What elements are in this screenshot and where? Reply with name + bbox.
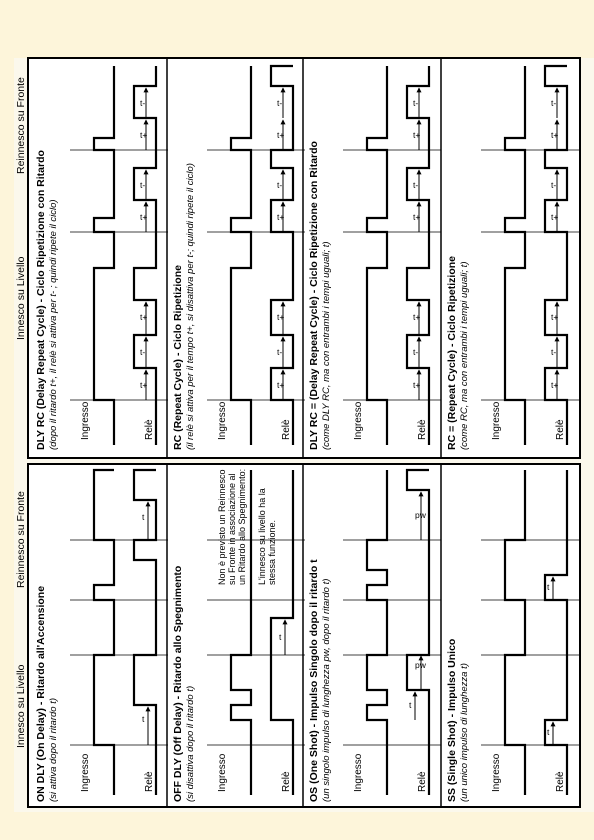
section-subtitle: (si attiva dopo il ritardo t) [48, 697, 59, 802]
delay-label: t [142, 512, 145, 522]
section-subtitle: (come DLY RC, ma con entrambi i tempi uguali; t) [321, 241, 332, 450]
cycle-label: t+ [413, 312, 421, 322]
single-shot-label: t [547, 727, 550, 737]
right-panel-frame [28, 58, 580, 458]
note-line: L'innesco su livello ha la [257, 488, 267, 585]
cycle-label: t+ [277, 380, 285, 390]
relay-label: Relè [144, 419, 155, 440]
cycle-label: t- [551, 180, 557, 190]
cycle-label: t+ [277, 212, 285, 222]
cycle-label: t+ [551, 312, 559, 322]
header-edge-right: Reinnesco su Fronte [15, 77, 27, 174]
input-label: Ingresso [80, 401, 91, 440]
header-level-right: Innesco su Livello [15, 256, 27, 340]
cycle-label: t- [277, 347, 283, 357]
input-label: Ingresso [217, 753, 228, 792]
section-subtitle: (un unico impulso di lunghezza t) [459, 663, 470, 802]
cycle-label: t+ [551, 212, 559, 222]
relay-label: Relè [417, 771, 428, 792]
section-title: ON DLY (On Delay) - Ritardo all'Accensione [35, 585, 47, 802]
relay-label: Relè [555, 419, 566, 440]
cycle-label: t+ [140, 212, 148, 222]
cycle-label: t+ [413, 130, 421, 140]
note-line: stessa funzione. [267, 519, 277, 585]
relay-label: Relè [417, 419, 428, 440]
delay-label: t [279, 632, 282, 642]
header-edge-left: Reinnesco su Fronte [15, 491, 27, 588]
relay-label: Relè [281, 771, 292, 792]
input-label: Ingresso [491, 401, 502, 440]
section-subtitle: (come RC, ma con entrambi i tempi uguali; t) [459, 261, 470, 450]
input-label: Ingresso [353, 401, 364, 440]
cycle-label: t+ [551, 130, 559, 140]
delay-label: t [409, 700, 412, 710]
section-subtitle: (dopo il ritardo t+, il relè si attiva per t- ; quindi ripete il ciclo) [48, 199, 59, 450]
cycle-label: t- [140, 180, 146, 190]
input-label: Ingresso [491, 753, 502, 792]
cycle-label: t- [140, 98, 146, 108]
delay-label: t [142, 714, 145, 724]
note-line: su Fronte in associazione al [227, 473, 237, 585]
relay-label: Relè [281, 419, 292, 440]
cycle-label: t- [551, 98, 557, 108]
pw-label: pw [415, 510, 426, 520]
cycle-label: t- [551, 347, 557, 357]
section-title: DLY RC = (Delay Repeat Cycle) - Ciclo Ripetizione con Ritardo [308, 141, 320, 450]
section-subtitle: (il relè si attiva per il tempo t+, si disattiva per t-; quindi ripete il ciclo) [185, 163, 196, 450]
input-label: Ingresso [80, 753, 91, 792]
cycle-label: t- [277, 180, 283, 190]
pw-label: pw [415, 660, 426, 670]
section-title: OS (One Shot) - Impulso Singolo dopo il ritardo t [308, 559, 320, 802]
cycle-label: t+ [413, 212, 421, 222]
cycle-label: t- [413, 347, 419, 357]
note-line: Non è previsto un Reinnesco [217, 469, 227, 585]
input-label: Ingresso [217, 401, 228, 440]
cycle-label: t+ [413, 380, 421, 390]
cycle-label: t+ [277, 312, 285, 322]
cycle-label: t+ [140, 130, 148, 140]
section-subtitle: (un singolo impulso di lunghezza pw, dopo il ritardo t) [321, 578, 332, 802]
section-title: RC (Repeat Cycle) - Ciclo Ripetizione [172, 265, 184, 450]
cycle-label: t+ [551, 380, 559, 390]
cycle-label: t- [413, 98, 419, 108]
note-line: un Ritardo allo Spegnimento: [237, 468, 247, 585]
section-title: RC = (Repeat Cycle) - Ciclo Ripetizione [446, 256, 458, 450]
cycle-label: t+ [140, 312, 148, 322]
section-title: SS (Single Shot) - Impulso Unico [446, 638, 458, 802]
section-title: DLY RC (Delay Repeat Cycle) - Ciclo Ripetizione con Ritardo [35, 150, 47, 450]
cycle-label: t+ [277, 130, 285, 140]
cycle-label: t- [413, 180, 419, 190]
cycle-label: t+ [140, 380, 148, 390]
single-shot-label: t [547, 582, 550, 592]
input-label: Ingresso [353, 753, 364, 792]
cycle-label: t- [277, 98, 283, 108]
header-level-left: Innesco su Livello [15, 664, 27, 748]
cycle-label: t- [140, 347, 146, 357]
relay-label: Relè [555, 771, 566, 792]
section-title: OFF DLY (Off Delay) - Ritardo allo Spegnimento [172, 565, 184, 802]
section-subtitle: (si disattiva dopo il ritardo t) [185, 685, 196, 802]
relay-label: Relè [144, 771, 155, 792]
